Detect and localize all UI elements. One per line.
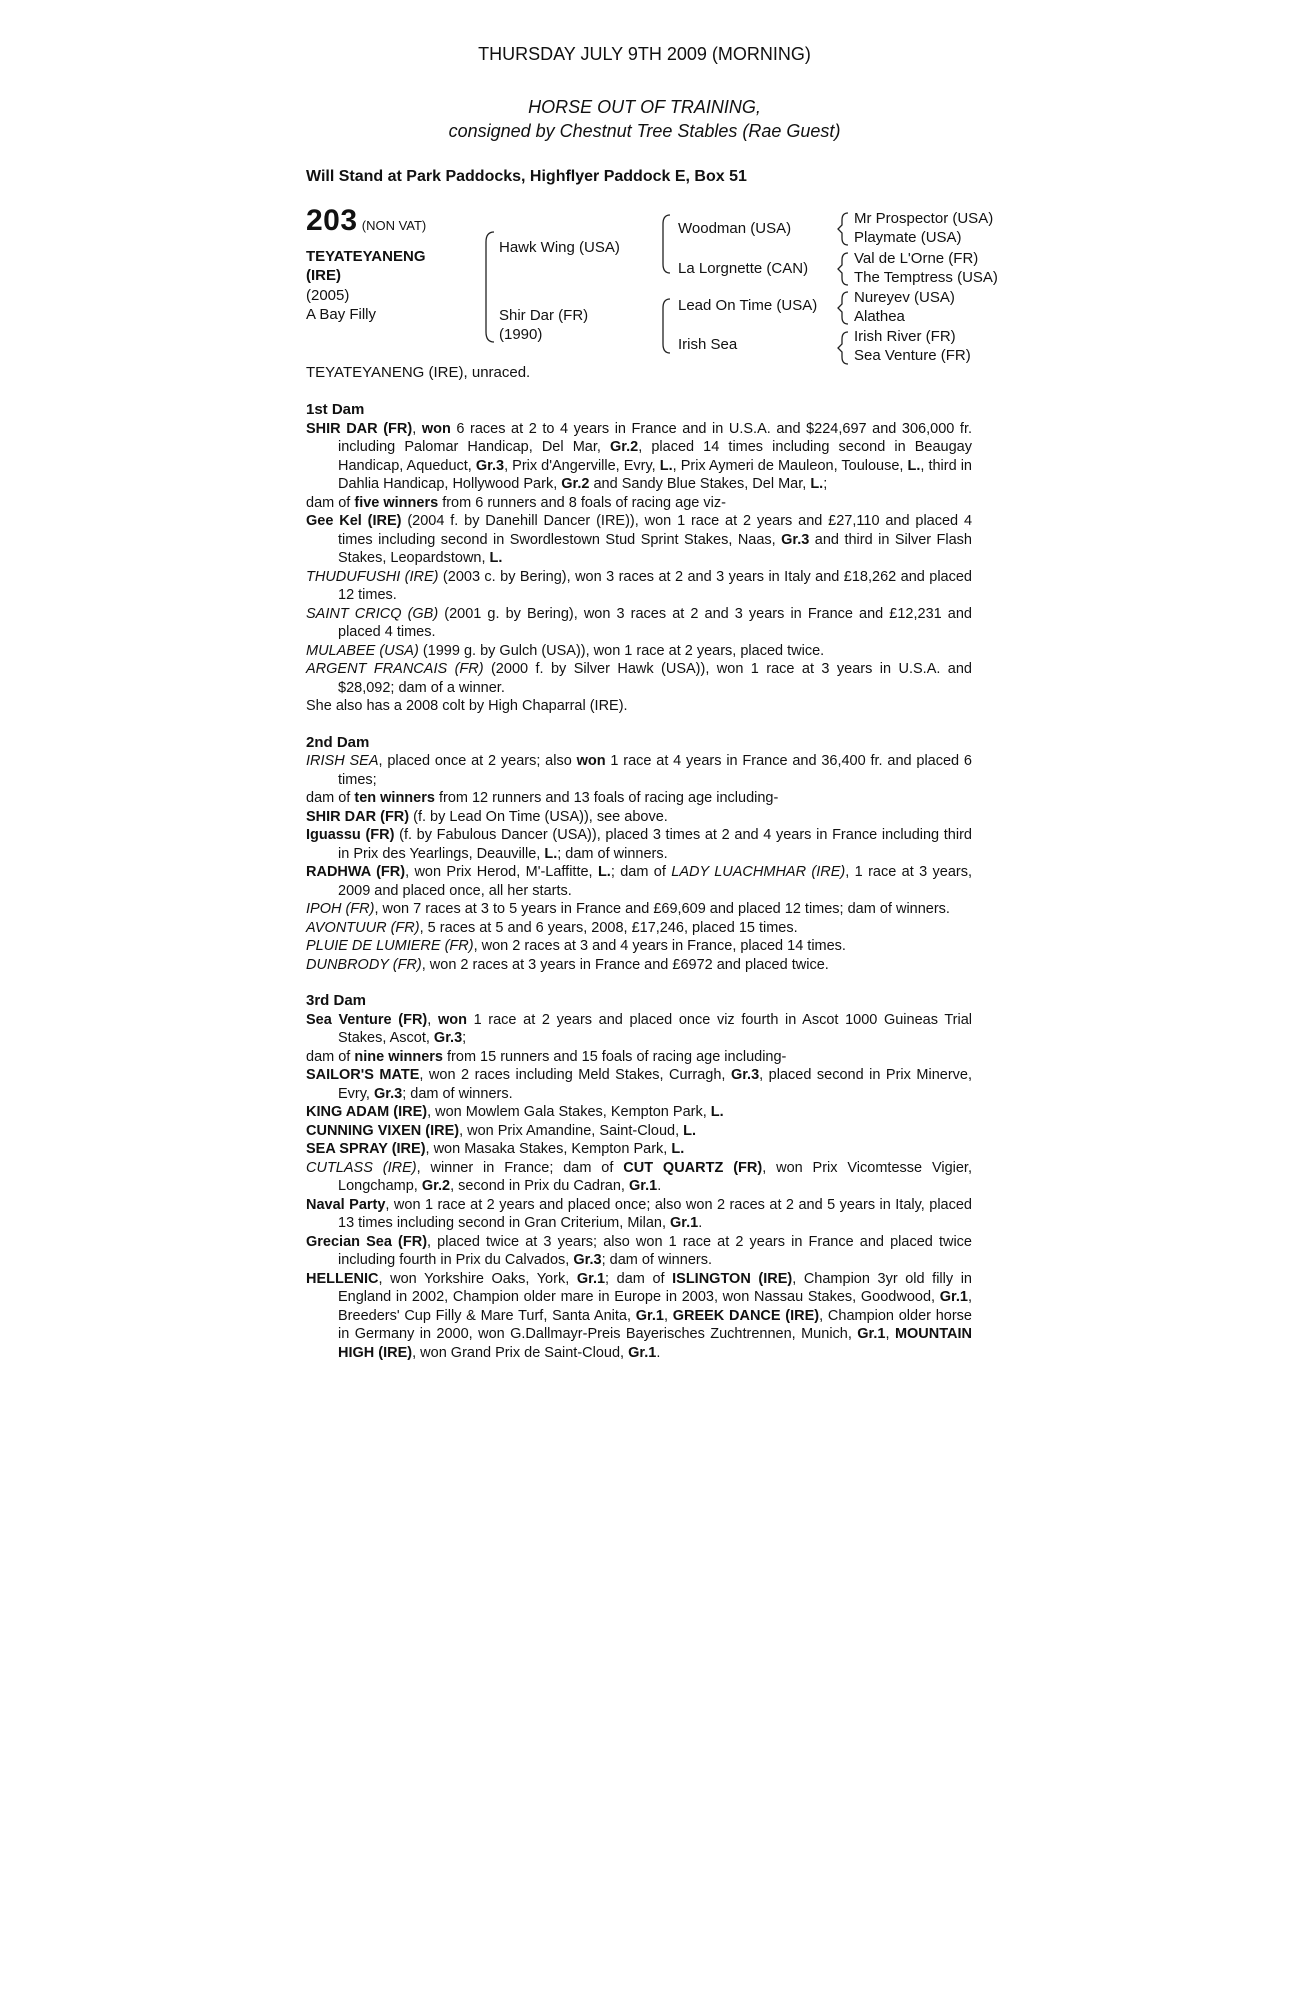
dss: Nureyev (USA)	[854, 289, 955, 306]
first-dam-produce-summary: dam of five winners from 6 runners and 8 foals of racing age viz-	[306, 494, 726, 511]
race-record: TEYATEYANENG (IRE), unraced.	[306, 364, 531, 381]
sale-type: HORSE OUT OF TRAINING,	[528, 97, 761, 117]
pedigree-brackets	[0, 0, 1289, 380]
produce-record	[306, 401, 972, 1362]
produce-saint-cricq: SAINT CRICQ (GB) (2001 g. by Bering), won 3 races at 2 and 3 years in France and £12,231 and placed 4 times.	[306, 605, 972, 640]
horse-name: TEYATEYANENG	[306, 248, 426, 265]
dam-year: (1990)	[499, 326, 543, 343]
produce-grecian-sea: Grecian Sea (FR), placed twice at 3 years; also won 1 race at 2 years in France and placed twice including fourth in Prix du Calvados, Gr.3; dam of winners.	[306, 1233, 972, 1268]
dam-sire: Lead On Time (USA)	[678, 297, 818, 314]
first-dam-record: SHIR DAR (FR), won 6 races at 2 to 4 years in France and in U.S.A. and $224,697 and 306,000 fr. including Palomar Handicap, Del Mar, Gr.2, placed 14 times including second in Beaugay Handicap, Aqueduct, Gr.3, Prix d'Angerville, Evry, L., Prix Aymeri de Mauleon, Toulouse, L., third in Dahlia Handicap, Hollywood Park, Gr.2 and Sandy Blue Stakes, Del Mar, L.;	[306, 420, 973, 492]
dsd: Alathea	[854, 308, 905, 325]
consignor: consigned by Chestnut Tree Stables (Rae Guest)	[448, 121, 841, 141]
produce-cutlass: CUTLASS (IRE), winner in France; dam of CUT QUARTZ (FR), won Prix Vicomtesse Vigier, Longchamp, Gr.2, second in Prix du Cadran, Gr.1.	[306, 1159, 972, 1194]
brace-irishsea	[838, 332, 848, 364]
sdd: The Temptress (USA)	[854, 269, 998, 286]
foaling-year: (2005)	[306, 287, 350, 304]
sale-date: THURSDAY JULY 9TH 2009 (MORNING)	[478, 44, 811, 64]
second-dam-heading: 2nd Dam	[306, 733, 370, 751]
produce-thudufushi: THUDUFUSHI (IRE) (2003 c. by Bering), won 3 races at 2 and 3 years in Italy and £18,262 and placed 12 times.	[306, 568, 972, 603]
third-dam-heading: 3rd Dam	[306, 992, 367, 1009]
ddd: Sea Venture (FR)	[854, 347, 971, 364]
brace-sire-line	[663, 215, 670, 273]
third-dam-record: Sea Venture (FR), won 1 race at 2 years and placed once viz fourth in Ascot 1000 Guineas Trial Stakes, Ascot, Gr.3;	[306, 1011, 973, 1046]
second-dam-record: IRISH SEA, placed once at 2 years; also won 1 race at 4 years in France and 36,400 fr. and placed 6 times;	[306, 753, 972, 788]
horse-name-country: (IRE)	[306, 267, 341, 284]
produce-dunbrody: DUNBRODY (FR), won 2 races at 3 years in France and £6972 and placed twice.	[306, 956, 829, 973]
sds: Val de L'Orne (FR)	[854, 250, 979, 267]
dds: Irish River (FR)	[854, 328, 956, 345]
produce-naval-party: Naval Party, won 1 race at 2 years and placed once; also won 2 races at 2 and 5 years in Italy, placed 13 times including second in Gran Criterium, Milan, Gr.1.	[306, 1196, 972, 1231]
produce-sea-spray: SEA SPRAY (IRE), won Masaka Stakes, Kempton Park, L.	[306, 1141, 685, 1157]
produce-avontuur: AVONTUUR (FR), 5 races at 5 and 6 years, 2008, £17,246, placed 15 times.	[306, 919, 798, 936]
produce-iguassu: Iguassu (FR) (f. by Fabulous Dancer (USA)), placed 3 times at 2 and 4 years in France including third in Prix des Yearlings, Deauville, L.; dam of winners.	[306, 827, 972, 862]
produce-argent-francais: ARGENT FRANCAIS (FR) (2000 f. by Silver Hawk (USA)), won 1 race at 3 years in U.S.A. and $28,092; dam of a winner.	[306, 661, 972, 696]
brace-woodman	[838, 213, 848, 245]
stand-location: Will Stand at Park Paddocks, Highflyer Paddock E, Box 51	[306, 168, 747, 185]
produce-cunning-vixen: CUNNING VIXEN (IRE), won Prix Amandine, Saint-Cloud, L.	[306, 1122, 697, 1139]
sss: Mr Prospector (USA)	[854, 210, 994, 227]
produce-sailors-mate: SAILOR'S MATE, won 2 races including Meld Stakes, Curragh, Gr.3, placed second in Prix Minerve, Evry, Gr.3; dam of winners.	[306, 1067, 972, 1102]
first-dam-heading: 1st Dam	[306, 401, 365, 418]
second-dam-produce-summary: dam of ten winners from 12 runners and 13 foals of racing age including-	[306, 790, 779, 806]
brace-dam-line	[663, 299, 670, 353]
sire: Hawk Wing (USA)	[499, 239, 620, 256]
vat-status: (NON VAT)	[361, 218, 427, 233]
produce-2008-colt: She also has a 2008 colt by High Chaparral (IRE).	[306, 698, 628, 714]
lot-number: 203	[306, 204, 358, 237]
dam: Shir Dar (FR)	[499, 307, 589, 324]
ssd: Playmate (USA)	[854, 229, 962, 246]
produce-shir-dar: SHIR DAR (FR) (f. by Lead On Time (USA)), see above.	[306, 808, 668, 825]
brace-leadon	[838, 292, 848, 324]
produce-gee-kel: Gee Kel (IRE) (2004 f. by Danehill Dancer (IRE)), won 1 race at 2 years and £27,110 and placed 4 times including second in Swordlestown Stud Sprint Stakes, Naas, Gr.3 and third in Silver Flash Stakes, Leopardstown, L.	[306, 513, 973, 566]
third-dam-produce-summary: dam of nine winners from 15 runners and 15 foals of racing age including-	[306, 1048, 787, 1065]
produce-ipoh: IPOH (FR), won 7 races at 3 to 5 years in France and £69,609 and placed 12 times; dam of winners.	[306, 901, 950, 917]
dam-dam: Irish Sea	[678, 336, 738, 353]
produce-pluie-de-lumiere: PLUIE DE LUMIERE (FR), won 2 races at 3 and 4 years in France, placed 14 times.	[306, 938, 846, 954]
produce-hellenic: HELLENIC, won Yorkshire Oaks, York, Gr.1; dam of ISLINGTON (IRE), Champion 3yr old filly in England in 2002, Champion older mare in Europe in 2003, won Nassau Stakes, Goodwood, Gr.1, Breeders' Cup Filly & Mare Turf, Santa Anita, Gr.1, GREEK DANCE (IRE), Champion older horse in Germany in 2000, won G.Dallmayr-Preis Bayerisches Zuchtrennen, Munich, Gr.1, MOUNTAIN HIGH (IRE), won Grand Prix de Saint-Cloud, Gr.1.	[306, 1270, 972, 1361]
sire-sire: Woodman (USA)	[678, 220, 792, 237]
produce-radhwa: RADHWA (FR), won Prix Herod, M'-Laffitte, L.; dam of LADY LUACHMHAR (IRE), 1 race at 3 years, 2009 and placed once, all her starts.	[306, 864, 972, 899]
horse-description: A Bay Filly	[306, 306, 377, 323]
sire-dam: La Lorgnette (CAN)	[678, 260, 809, 277]
brace-sire-dam	[486, 232, 494, 342]
produce-mulabee: MULABEE (USA) (1999 g. by Gulch (USA)), won 1 race at 2 years, placed twice.	[306, 642, 825, 659]
brace-lorgnette	[838, 253, 848, 285]
produce-king-adam: KING ADAM (IRE), won Mowlem Gala Stakes, Kempton Park, L.	[306, 1104, 724, 1120]
